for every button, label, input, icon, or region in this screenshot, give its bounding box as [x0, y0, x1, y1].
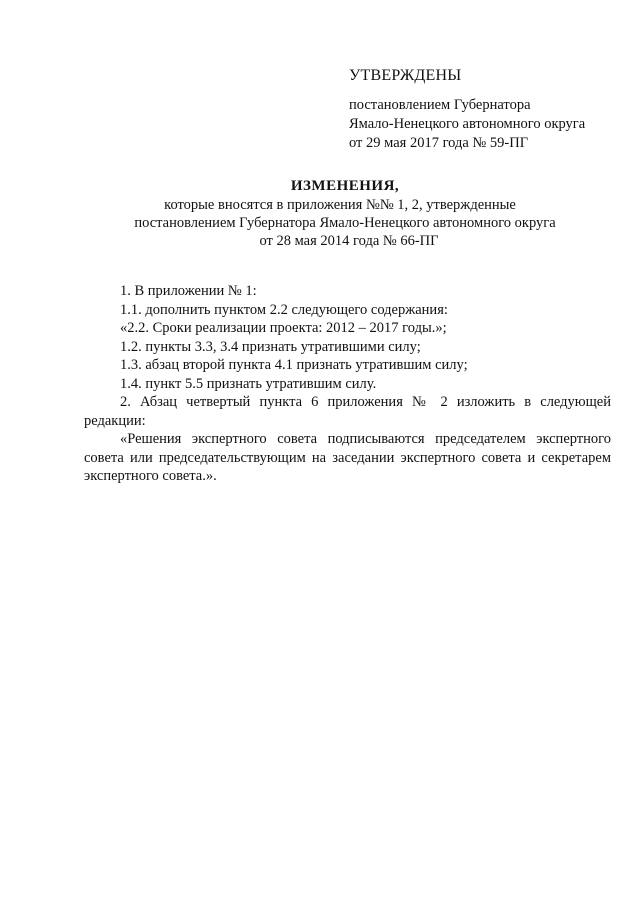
approved-region-line: Ямало-Ненецкого автономного округа — [349, 116, 586, 132]
approved-by-line: постановлением Губернатора — [349, 97, 531, 113]
paragraph-1-1: 1.1. дополнить пунктом 2.2 следующего содержания: — [120, 301, 448, 318]
heading-subtitle-line-3: от 28 мая 2014 года № 66-ПГ — [259, 233, 439, 249]
paragraph-1: 1. В приложении № 1: — [120, 283, 257, 299]
heading-title: ИЗМЕНЕНИЯ, — [290, 178, 400, 194]
document-body — [84, 282, 611, 486]
paragraph-1-3: 1.3. абзац второй пункта 4.1 признать утратившим силу; — [120, 357, 468, 373]
approved-title: УТВЕРЖДЕНЫ — [349, 67, 462, 84]
heading-subtitle-line-2: постановлением Губернатора Ямало-Ненецкого автономного округа — [134, 215, 556, 231]
paragraph-1-4: 1.4. пункт 5.5 признать утратившим силу. — [120, 375, 377, 392]
heading-subtitle-line-1: которые вносятся в приложения №№ 1, 2, утвержденные — [164, 197, 516, 213]
paragraph-quote-decisions: «Решения экспертного совета подписываются председателем экспертного совета или председательствующим на заседании экспертного совета и секретарем экспертного совета.». — [84, 431, 611, 484]
document-heading — [0, 176, 640, 250]
approved-date-line: от 29 мая 2017 года № 59-ПГ — [349, 135, 529, 151]
paragraph-quote-2-2: «2.2. Сроки реализации проекта: 2012 – 2017 годы.»; — [120, 320, 447, 336]
approval-stamp — [349, 66, 619, 153]
paragraph-1-2: 1.2. пункты 3.3, 3.4 признать утратившими силу; — [120, 338, 421, 355]
paragraph-2: 2. Абзац четвертый пункта 6 приложения № 2 изложить в следующей редакции: — [84, 394, 611, 429]
